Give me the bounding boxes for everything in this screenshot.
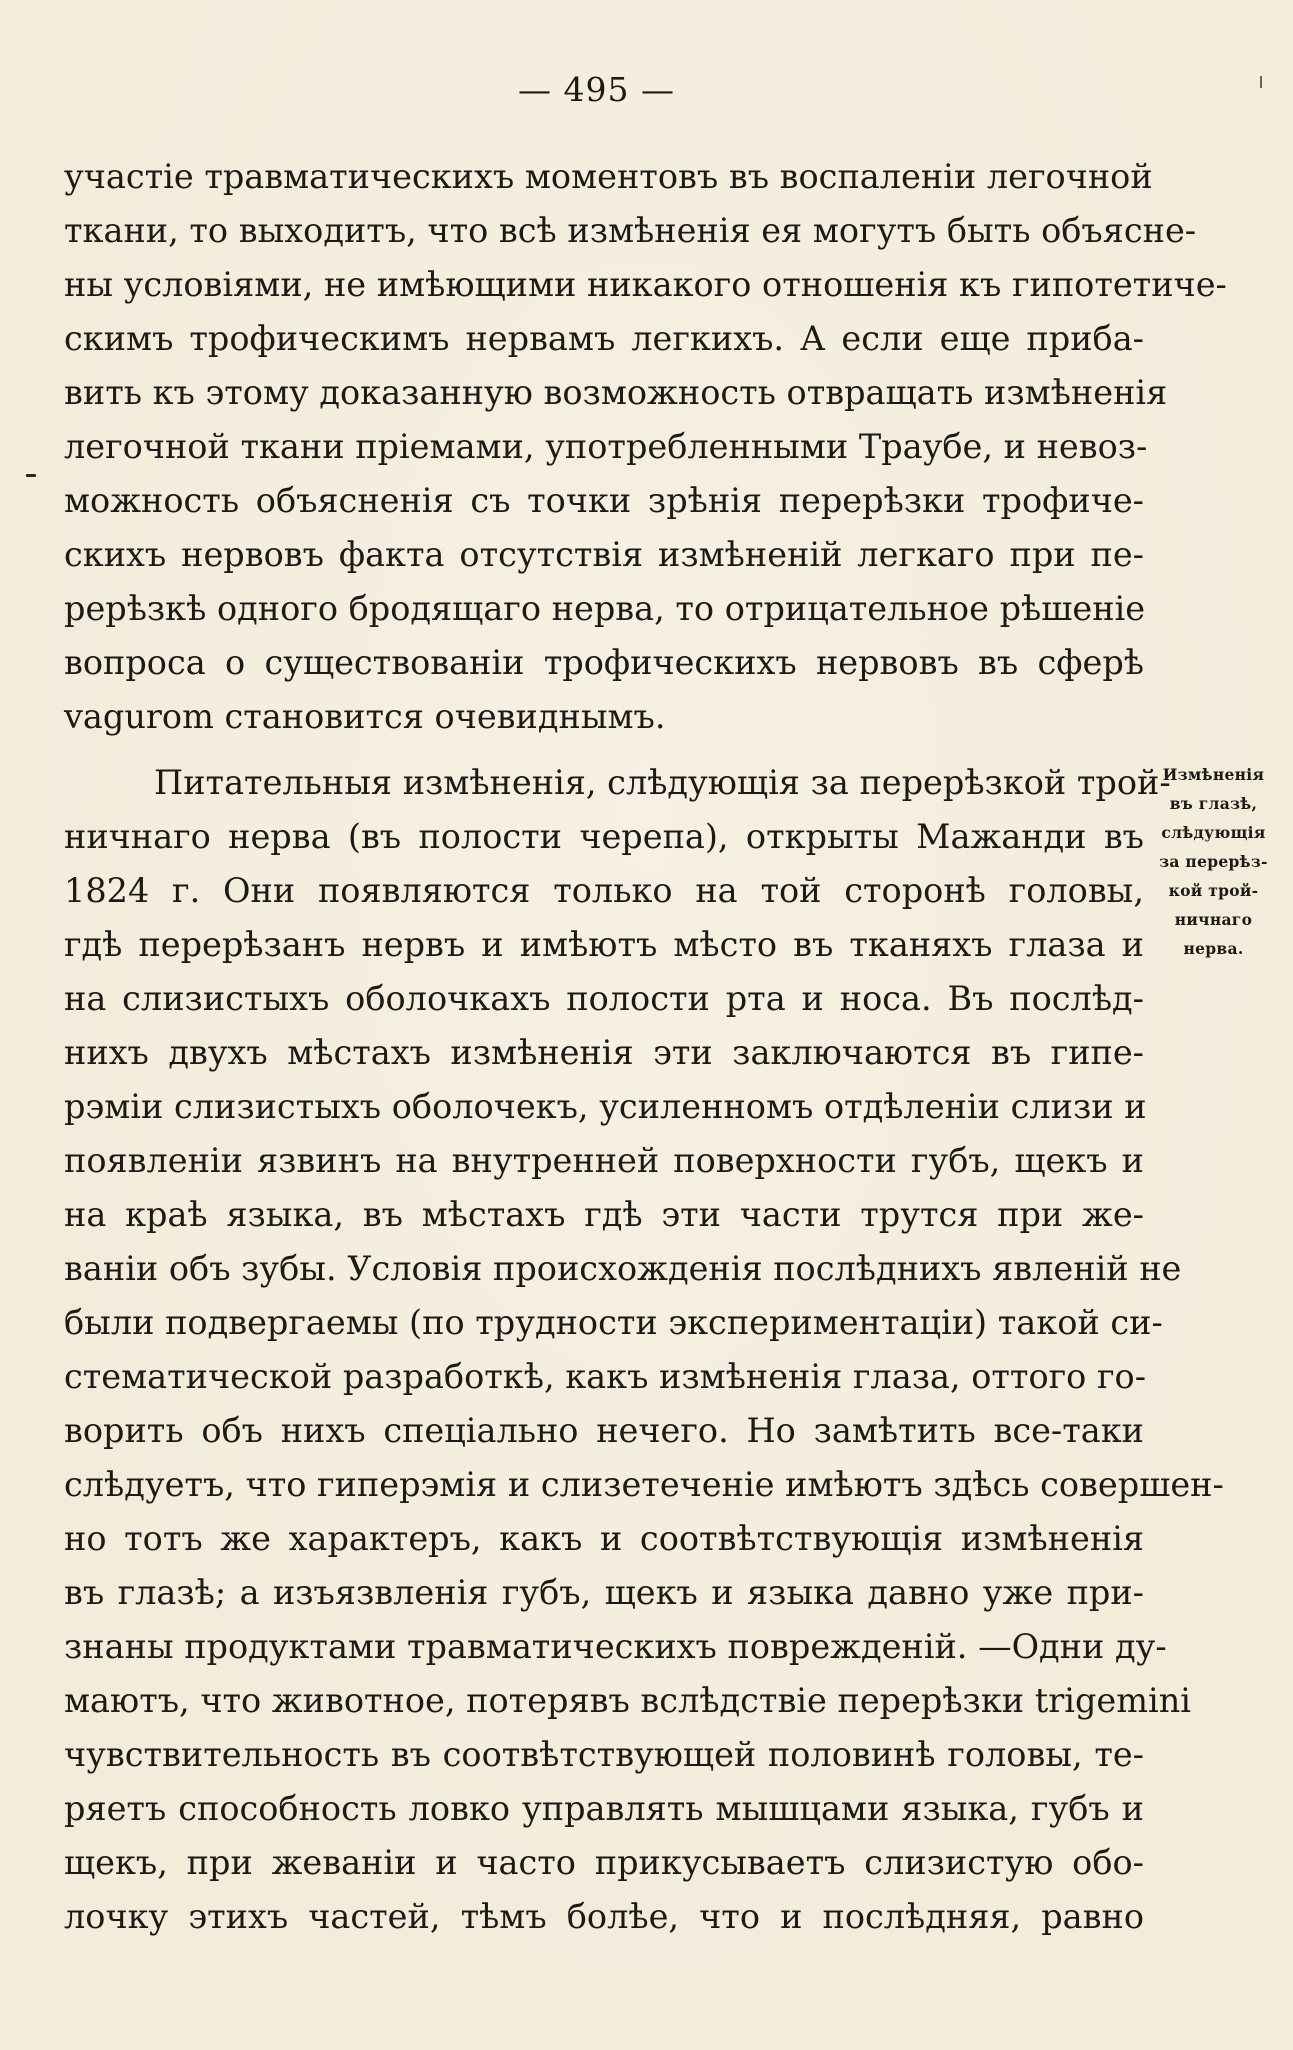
text-line: скимъ трофическимъ нервамъ легкихъ. А если еще приба- (64, 319, 1144, 358)
text-line: ничнаго нерва (въ полости черепа), открыты Мажанди въ (64, 817, 1144, 856)
marginal-note-line: слѣдующiя (1161, 823, 1266, 842)
text-line: въ глазѣ; а изъязвленiя губъ, щекъ и языка давно уже при- (64, 1573, 1144, 1612)
text-line: вить къ этому доказанную возможность отвращать измѣненiя (64, 373, 1168, 412)
text-line: стематической разработкѣ, какъ измѣненiя глаза, оттого го- (64, 1357, 1147, 1396)
text-line: ны условiями, не имѣющими никакого отношенiя къ гипотетиче- (64, 265, 1227, 304)
text-line: на слизистыхъ оболочкахъ полости рта и носа. Въ послѣд- (64, 979, 1144, 1018)
text-line: ворить объ нихъ спецiально нечего. Но замѣтить все-таки (64, 1411, 1144, 1450)
text-line: ткани, то выходитъ, что всѣ измѣненiя ея могутъ быть объясне- (64, 211, 1197, 250)
text-line: ряетъ способность ловко управлять мышцами языка, губъ и (64, 1789, 1144, 1828)
text-line: на краѣ языка, въ мѣстахъ гдѣ эти части трутся при же- (64, 1195, 1144, 1234)
text-line: маютъ, что животное, потерявъ вслѣдствiе перерѣзки trigemini (64, 1681, 1191, 1720)
text-line: лочку этихъ частей, тѣмъ болѣе, что и послѣдняя, равно (64, 1897, 1144, 1936)
marginal-note (1156, 760, 1271, 963)
text-line: слѣдуетъ, что гиперэмiя и слизетеченiе имѣютъ здѣсь совершен- (64, 1465, 1224, 1504)
marginal-note-line: нерва. (1183, 939, 1244, 958)
paragraph-1 (64, 150, 1227, 744)
text-line: легочной ткани прiемами, употребленными Траубе, и невоз- (64, 427, 1148, 466)
margin-dash-mark (26, 474, 36, 477)
body-text (64, 150, 1227, 1944)
text-line: чувствительность въ соотвѣтствующей половинѣ головы, те- (64, 1735, 1144, 1774)
text-line: были подвергаемы (по трудности экспериментацiи) такой си- (64, 1303, 1163, 1342)
page-number (0, 70, 1293, 109)
text-line: щекъ, при жеванiи и часто прикусываетъ слизистую обо- (64, 1843, 1144, 1882)
marginal-note-line: ничнаго (1174, 910, 1253, 929)
text-line: Питательныя измѣненiя, слѣдующiя за перерѣзкой трой- (154, 763, 1171, 802)
text-line: нихъ двухъ мѣстахъ измѣненiя эти заключаются въ гипе- (64, 1033, 1144, 1072)
page-number-text: — 495 — (518, 70, 675, 109)
text-line: появленiи язвинъ на внутренней поверхности губъ, щекъ и (64, 1141, 1144, 1180)
text-line: вопроса о существованiи трофическихъ нервовъ въ сферѣ (64, 643, 1144, 682)
text-line: скихъ нервовъ факта отсутствiя измѣненiй легкаго при пе- (64, 535, 1144, 574)
text-line: знаны продуктами травматическихъ поврежденiй. —Одни ду- (64, 1627, 1167, 1666)
text-line: ванiи объ зубы. Условiя происхожденiя послѣднихъ явленiй не (64, 1249, 1182, 1288)
text-line: участiе травматическихъ моментовъ въ воспаленiи легочной (64, 157, 1153, 196)
text-line: рерѣзкѣ одного бродящаго нерва, то отрицательное рѣшенiе (64, 589, 1146, 628)
text-line: vagurom становится очевиднымъ. (64, 697, 666, 736)
marginal-note-line: за перерѣз- (1159, 852, 1268, 871)
text-line: 1824 г. Они появляются только на той сторонѣ головы, (64, 871, 1144, 910)
text-line: можность объясненiя съ точки зрѣнiя перерѣзки трофиче- (64, 481, 1144, 520)
corner-mark (1260, 76, 1262, 88)
marginal-note-line: кой трой- (1168, 881, 1259, 900)
text-line: гдѣ перерѣзанъ нервъ и имѣютъ мѣсто въ тканяхъ глаза и (64, 925, 1144, 964)
text-line: но тотъ же характеръ, какъ и соотвѣтствующiя измѣненiя (64, 1519, 1144, 1558)
paragraph-2 (64, 756, 1224, 1944)
text-line: рэмiи слизистыхъ оболочекъ, усиленномъ отдѣленiи слизи и (64, 1087, 1147, 1126)
marginal-note-line: Измѣненiя (1162, 765, 1265, 784)
marginal-note-line: въ глазѣ, (1169, 794, 1258, 813)
